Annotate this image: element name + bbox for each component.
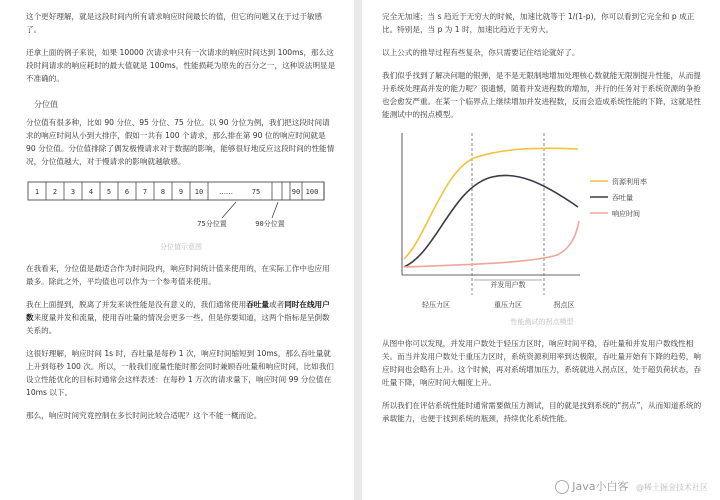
chart-svg <box>382 127 702 315</box>
inflection-model-chart <box>382 127 702 315</box>
paragraph: 完全无加速；当 s 趋近于无穷大的时候，加速比就等于 1/(1-p)，你可以看到它完全和 p 成正比。特别是，当 p 为 1 时，加速比趋近于无穷大。 <box>382 12 695 34</box>
strip-cell-label: 90 <box>291 188 301 196</box>
watermark-author: Java小白客 <box>572 480 629 493</box>
paragraph: 这很好理解，响应时间 1s 时，吞吐量是每秒 1 次，响应时间缩短到 10ms，那么吞吐量就上升到每秒 100 次。所以，一般我们度量性能时都会同时兼顾吞吐量和响应时间，比如我们设立性能优化的目标时通常会这样表述：在每秒 1 万次的请求量下，响应时间 99 分位值在 10ms 以下。 <box>26 349 334 397</box>
legend-label-response: 响应时间 <box>612 210 640 218</box>
strip-cell-label: 6 <box>124 188 130 196</box>
paragraph: 那么，响应时间究竟控制在多长时间比较合适呢？这个不能一概而论。 <box>26 411 262 420</box>
watermark-site: @稀土掘金技术社区 <box>636 483 708 492</box>
legend-label-resource: 资源利用率 <box>612 178 647 186</box>
phase-label-light: 轻压力区 <box>422 301 450 309</box>
phase-label-heavy: 重压力区 <box>494 301 522 309</box>
text-run: 或者 <box>269 300 285 309</box>
percentile-strip-svg <box>26 176 336 240</box>
response-time-curve <box>404 221 579 267</box>
label-75-position: 75分位置 <box>197 220 227 228</box>
text-run: 来度量并发和流量，使用吞吐量的情况会更多一些。但是你要知道，这两个指标是呈倒数关系的。 <box>26 313 330 335</box>
text-run: 我在上面提到，脱离了并发来谈性能是没有意义的，我们通常使用 <box>26 300 247 309</box>
paragraph: 我们似乎找到了解决问题的银弹，是不是无限制地增加处理核心数就能无限制提升性能，从而提升系统处理高并发的能力呢？很遗憾，随着并发进程数的增加，并行的任务对于系统资源的争抢也会愈发严重。在某一个临界点上继续增加并发进程数，反而会造成系统性能的下降，这就是性能测试中的拐点模型。 <box>382 71 701 119</box>
strip-cell-label: 75 <box>251 188 261 196</box>
right-page <box>362 0 720 500</box>
figure-caption: 分位值示意图 <box>160 243 202 251</box>
bold-term: 同时在线用户数 <box>26 300 330 322</box>
paragraph: 所以我们在评估系统性能时通常需要做压力测试，目的就是找到系统的“拐点”，从而知道系统的承载能力，也便于找到系统的瓶颈，持续优化系统性能。 <box>382 401 702 423</box>
strip-cell-label: 9 <box>178 188 184 196</box>
strip-cell-label: 1 <box>34 188 40 196</box>
paragraph: 这个更好理解，就是这段时间内所有请求响应时间最长的值，但它的问题又在于过于敏感了。 <box>26 12 323 34</box>
paragraph <box>26 298 336 337</box>
label-90-position: 90分位置 <box>255 220 285 228</box>
strip-cell-label: 100 <box>305 188 319 196</box>
paragraph: 以上公式的推导过程有些复杂，你只需要记住结论就好了。 <box>382 48 580 57</box>
strip-cell-label: 3 <box>70 188 76 196</box>
strip-cell-label: 10 <box>194 188 204 196</box>
strip-ellipsis: …… <box>219 188 233 196</box>
paragraph: 在我看来，分位值是最适合作为时间段内，响应时间统计值来使用的，在实际工作中也应用最多。除此之外，平均值也可以作为一个参考值来使用。 <box>26 264 330 286</box>
center-axis-label: 并发用户数 <box>490 281 526 289</box>
paragraph: 分位值有很多种，比如 90 分位、95 分位、75 分位。以 90 分位为例，我们把这段时间请求的响应时间从小到大排序，假如一共有 100 个请求，那么排在第 90 位的响应时间就是 90 分位值。分位值排除了偶发极慢请求对于数据的影响，能够很好地反应这段时间的性能情况，分位值越大，对于慢请求的影响就越敏感。 <box>26 118 335 166</box>
phase-label-inflection: 拐点区 <box>553 301 575 309</box>
watermark <box>555 478 708 494</box>
throughput-curve <box>404 175 578 267</box>
left-page <box>0 0 354 500</box>
strip-cell-label: 8 <box>160 188 166 196</box>
legend-label-throughput: 吞吐量 <box>612 194 633 202</box>
wechat-logo-icon <box>555 480 569 494</box>
arrow-75 <box>222 202 236 218</box>
strip-cell-label: 5 <box>106 188 112 196</box>
strip-cell-label: 7 <box>142 188 148 196</box>
arrow-90 <box>272 202 278 218</box>
figure-caption: 性能测试的拐点模型 <box>510 318 574 326</box>
section-heading: 分位值 <box>34 100 58 109</box>
percentile-diagram <box>26 176 336 240</box>
strip-cell-label: 4 <box>88 188 94 196</box>
paragraph: 还拿上面的例子来说，如果 10000 次请求中只有一次请求的响应时间达到 100ms，那么这段时间请求的响应耗时的最大值就是 100ms，性能损耗为原先的百分之一，这种说法明显是不准确的。 <box>26 48 336 83</box>
paragraph: 从图中你可以发现，并发用户数处于轻压力区时，响应时间平稳，吞吐量和并发用户数线性相关。而当并发用户数处于重压力区时，系统资源利用率到达极限，吞吐量开始有下降的趋势，响应时间也会略有上升。这个时候，再对系统增加压力，系统就进入拐点区，处于超负荷状态，吞吐量下降，响应时间大幅度上升。 <box>382 339 701 387</box>
bold-term: 吞吐量 <box>246 300 269 309</box>
strip-cell-label: 2 <box>52 188 58 196</box>
